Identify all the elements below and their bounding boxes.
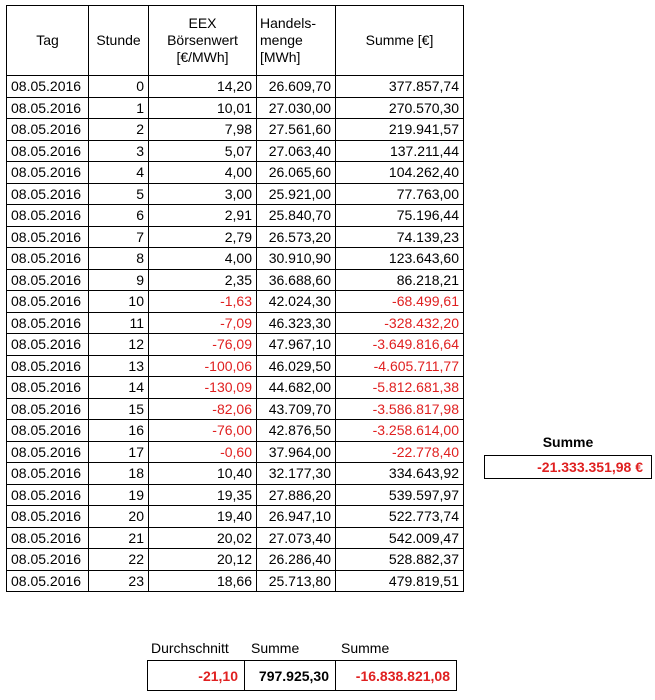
cell-tag: 08.05.2016 [7,291,89,313]
table-header-row [7,6,464,76]
cell-preis: -7,09 [149,312,257,334]
durchschnitt-label: Durchschnitt [151,640,229,656]
cell-menge: 25.840,70 [257,205,336,227]
cell-tag: 08.05.2016 [7,506,89,528]
cell-menge: 26.609,70 [257,76,336,98]
cell-preis: 2,79 [149,226,257,248]
cell-menge: 26.573,20 [257,226,336,248]
totals-labels [0,640,655,658]
cell-summe: 137.211,44 [336,140,464,162]
cell-menge: 27.030,00 [257,97,336,119]
cell-menge: 44.682,00 [257,377,336,399]
cell-menge: 46.323,30 [257,312,336,334]
summe-menge-label: Summe [251,640,300,656]
table-row [7,269,464,291]
cell-tag: 08.05.2016 [7,248,89,270]
cell-preis: 18,66 [149,570,257,592]
cell-summe: 542.009,47 [336,527,464,549]
cell-menge: 32.177,30 [257,463,336,485]
cell-summe: 528.882,37 [336,549,464,571]
table-row [7,355,464,377]
cell-tag: 08.05.2016 [7,355,89,377]
cell-tag: 08.05.2016 [7,119,89,141]
table-row [7,162,464,184]
cell-preis: 7,98 [149,119,257,141]
durchschnitt-value: -21,10 [148,661,245,691]
cell-summe: 74.139,23 [336,226,464,248]
cell-menge: 46.029,50 [257,355,336,377]
table-row [7,205,464,227]
cell-stunde: 5 [89,183,149,205]
cell-stunde: 22 [89,549,149,571]
table-row [7,570,464,592]
header-menge-line-1: Handels- [260,15,317,31]
table-row [7,183,464,205]
cell-summe: 123.643,60 [336,248,464,270]
cell-preis: -76,00 [149,420,257,442]
cell-preis: 19,40 [149,506,257,528]
table-row [7,484,464,506]
cell-stunde: 16 [89,420,149,442]
cell-tag: 08.05.2016 [7,463,89,485]
cell-tag: 08.05.2016 [7,420,89,442]
cell-preis: 19,35 [149,484,257,506]
cell-summe: 75.196,44 [336,205,464,227]
cell-summe: 377.857,74 [336,76,464,98]
header-stunde: Stunde [89,6,149,76]
cell-stunde: 13 [89,355,149,377]
cell-tag: 08.05.2016 [7,162,89,184]
table-row [7,334,464,356]
cell-stunde: 14 [89,377,149,399]
cell-stunde: 4 [89,162,149,184]
cell-tag: 08.05.2016 [7,334,89,356]
cell-tag: 08.05.2016 [7,140,89,162]
cell-tag: 08.05.2016 [7,441,89,463]
table-row [7,312,464,334]
cell-tag: 08.05.2016 [7,97,89,119]
cell-tag: 08.05.2016 [7,76,89,98]
cell-preis: -76,09 [149,334,257,356]
header-summe: Summe [€] [336,6,464,76]
cell-stunde: 3 [89,140,149,162]
cell-tag: 08.05.2016 [7,570,89,592]
negative-summe-value: -21.333.351,98 € [484,455,652,479]
cell-tag: 08.05.2016 [7,269,89,291]
cell-preis: 2,91 [149,205,257,227]
cell-menge: 25.921,00 [257,183,336,205]
cell-stunde: 0 [89,76,149,98]
table-row [7,441,464,463]
table-row [7,377,464,399]
header-menge-line-3: [MWh] [260,49,301,65]
cell-tag: 08.05.2016 [7,205,89,227]
cell-preis: 14,20 [149,76,257,98]
cell-summe: -3.586.817,98 [336,398,464,420]
cell-preis: 10,01 [149,97,257,119]
cell-menge: 27.886,20 [257,484,336,506]
cell-preis: 4,00 [149,162,257,184]
cell-preis: 5,07 [149,140,257,162]
cell-preis: -130,09 [149,377,257,399]
cell-stunde: 21 [89,527,149,549]
cell-menge: 36.688,60 [257,269,336,291]
cell-stunde: 1 [89,97,149,119]
cell-menge: 27.073,40 [257,527,336,549]
cell-menge: 27.561,60 [257,119,336,141]
cell-menge: 42.024,30 [257,291,336,313]
cell-stunde: 7 [89,226,149,248]
header-eex-preis [149,6,257,76]
cell-preis: -100,06 [149,355,257,377]
cell-summe: 334.643,92 [336,463,464,485]
table-row [7,119,464,141]
cell-preis: 20,12 [149,549,257,571]
table-row [7,463,464,485]
table-body [7,76,464,592]
cell-stunde: 9 [89,269,149,291]
cell-tag: 08.05.2016 [7,226,89,248]
cell-tag: 08.05.2016 [7,398,89,420]
cell-preis: 3,00 [149,183,257,205]
cell-summe: 86.218,21 [336,269,464,291]
cell-summe: 479.819,51 [336,570,464,592]
cell-summe: 104.262,40 [336,162,464,184]
cell-menge: 43.709,70 [257,398,336,420]
table-row [7,248,464,270]
cell-menge: 47.967,10 [257,334,336,356]
cell-summe: 219.941,57 [336,119,464,141]
cell-stunde: 15 [89,398,149,420]
cell-tag: 08.05.2016 [7,312,89,334]
cell-menge: 42.876,50 [257,420,336,442]
cell-tag: 08.05.2016 [7,183,89,205]
cell-preis: 2,35 [149,269,257,291]
cell-summe: -3.649.816,64 [336,334,464,356]
cell-preis: 10,40 [149,463,257,485]
cell-summe: -22.778,40 [336,441,464,463]
cell-stunde: 2 [89,119,149,141]
cell-summe: -328.432,20 [336,312,464,334]
cell-menge: 26.286,40 [257,549,336,571]
cell-preis: 4,00 [149,248,257,270]
cell-summe: -5.812.681,38 [336,377,464,399]
cell-tag: 08.05.2016 [7,549,89,571]
cell-summe: -68.499,61 [336,291,464,313]
cell-summe: 522.773,74 [336,506,464,528]
cell-stunde: 20 [89,506,149,528]
cell-stunde: 19 [89,484,149,506]
cell-summe: 270.570,30 [336,97,464,119]
cell-stunde: 6 [89,205,149,227]
cell-preis: -0,60 [149,441,257,463]
table-row [7,226,464,248]
cell-tag: 08.05.2016 [7,484,89,506]
table-row [7,506,464,528]
cell-menge: 37.964,00 [257,441,336,463]
summe-menge-value: 797.925,30 [245,661,336,691]
header-menge-line-2: menge [260,32,303,48]
cell-stunde: 8 [89,248,149,270]
cell-stunde: 12 [89,334,149,356]
cell-stunde: 18 [89,463,149,485]
summe-betrag-label: Summe [341,640,390,656]
cell-menge: 26.065,60 [257,162,336,184]
totals-row [148,661,457,691]
cell-preis: 20,02 [149,527,257,549]
header-eex-line-3: [€/MWh] [176,49,229,65]
table-row [7,291,464,313]
cell-menge: 27.063,40 [257,140,336,162]
cell-stunde: 23 [89,570,149,592]
cell-tag: 08.05.2016 [7,377,89,399]
cell-summe: 539.597,97 [336,484,464,506]
negative-summe-label: Summe [542,434,594,450]
cell-summe: -3.258.614,00 [336,420,464,442]
cell-summe: 77.763,00 [336,183,464,205]
table-row [7,549,464,571]
header-tag: Tag [7,6,89,76]
cell-preis: -82,06 [149,398,257,420]
cell-menge: 26.947,10 [257,506,336,528]
cell-menge: 30.910,90 [257,248,336,270]
header-eex-line-1: EEX [188,15,217,31]
cell-stunde: 10 [89,291,149,313]
table-row [7,140,464,162]
table-row [7,398,464,420]
header-handelsmenge [257,6,336,76]
cell-preis: -1,63 [149,291,257,313]
cell-stunde: 11 [89,312,149,334]
price-table [6,5,464,592]
summe-betrag-value: -16.838.821,08 [336,661,457,691]
table-row [7,527,464,549]
cell-menge: 25.713,80 [257,570,336,592]
table-row [7,420,464,442]
totals-table [147,660,457,691]
table-row [7,76,464,98]
table-row [7,97,464,119]
cell-summe: -4.605.711,77 [336,355,464,377]
cell-tag: 08.05.2016 [7,527,89,549]
header-eex-line-2: Börsenwert [167,32,238,48]
cell-stunde: 17 [89,441,149,463]
